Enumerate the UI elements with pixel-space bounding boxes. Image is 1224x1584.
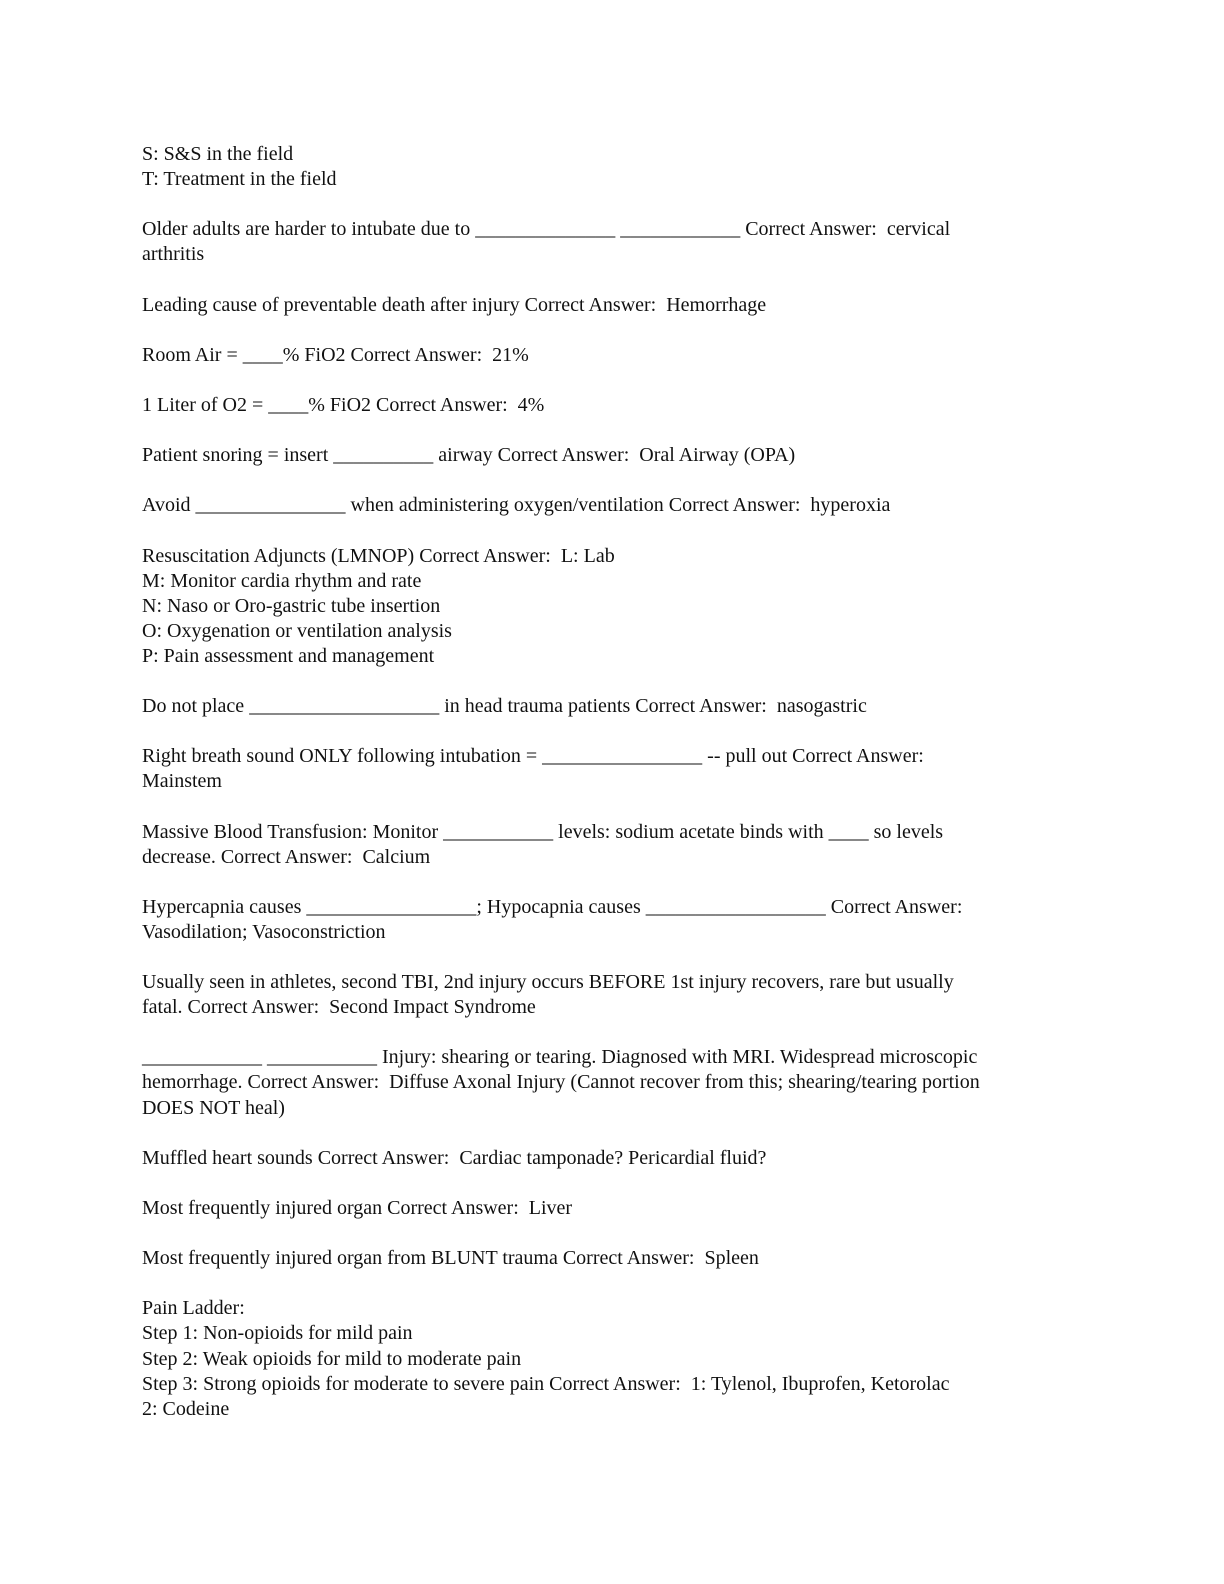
text-line: Room Air = ____% FiO2 Correct Answer: 21% [142,343,529,366]
text-line: Right breath sound ONLY following intubation = ________________ -- pull out Correct Answer: [142,745,924,768]
text-line: O: Oxygenation or ventilation analysis [142,619,452,642]
text-line: Mainstem [142,770,222,793]
text-line: Step 2: Weak opioids for mild to moderate pain [142,1347,522,1370]
text-line: Step 3: Strong opioids for moderate to severe pain Correct Answer: 1: Tylenol, Ibuprofen, Ketorolac [142,1372,950,1395]
text-line: P: Pain assessment and management [142,644,435,667]
study-card-paragraph [142,744,1072,794]
text-line: arthritis [142,243,205,266]
study-card-paragraph [142,343,1072,368]
study-card-paragraph [142,1146,1072,1171]
text-line: Do not place ___________________ in head trauma patients Correct Answer: nasogastric [142,695,867,718]
text-line: Older adults are harder to intubate due to ______________ ____________ Correct Answer: cervical [142,218,951,241]
text-line: Leading cause of preventable death after injury Correct Answer: Hemorrhage [142,293,767,316]
text-line: Massive Blood Transfusion: Monitor ___________ levels: sodium acetate binds with ____ so levels [142,820,944,843]
study-card-paragraph [142,970,1072,1020]
text-line: 1 Liter of O2 = ____% FiO2 Correct Answer: 4% [142,393,545,416]
study-card-paragraph [142,1196,1072,1221]
document-page [142,142,1072,1447]
study-card-paragraph [142,142,1072,192]
text-line: Resuscitation Adjuncts (LMNOP) Correct Answer: L: Lab [142,544,615,567]
study-card-paragraph [142,694,1072,719]
text-line: N: Naso or Oro-gastric tube insertion [142,594,441,617]
text-line: fatal. Correct Answer: Second Impact Syndrome [142,996,536,1019]
text-line: Avoid _______________ when administering oxygen/ventilation Correct Answer: hyperoxia [142,494,891,517]
study-card-paragraph [142,217,1072,267]
study-card-paragraph [142,1246,1072,1271]
text-line: decrease. Correct Answer: Calcium [142,845,431,868]
text-line: Vasodilation; Vasoconstriction [142,920,386,943]
study-card-paragraph [142,544,1072,669]
text-line: M: Monitor cardia rhythm and rate [142,569,422,592]
text-line: hemorrhage. Correct Answer: Diffuse Axonal Injury (Cannot recover from this; shearing/tearing portion [142,1071,980,1094]
study-card-paragraph [142,820,1072,870]
text-line: T: Treatment in the field [142,168,337,191]
text-line: 2: Codeine [142,1397,230,1420]
text-line: Usually seen in athletes, second TBI, 2nd injury occurs BEFORE 1st injury recovers, rare but usually [142,971,954,994]
text-line: Muffled heart sounds Correct Answer: Cardiac tamponade? Pericardial fluid? [142,1146,767,1169]
text-line: Step 1: Non-opioids for mild pain [142,1322,413,1345]
text-line: ____________ ___________ Injury: shearing or tearing. Diagnosed with MRI. Widespread microscopic [142,1046,978,1069]
text-line: S: S&S in the field [142,143,294,165]
study-card-paragraph [142,493,1072,518]
study-card-paragraph [142,293,1072,318]
text-line: Patient snoring = insert __________ airway Correct Answer: Oral Airway (OPA) [142,444,796,467]
study-card-paragraph [142,1045,1072,1120]
text-line: DOES NOT heal) [142,1096,285,1119]
study-card-paragraph [142,393,1072,418]
study-card-paragraph [142,895,1072,945]
study-card-paragraph [142,1296,1072,1421]
text-line: Pain Ladder: [142,1297,245,1320]
study-card-paragraph [142,443,1072,468]
text-line: Most frequently injured organ from BLUNT trauma Correct Answer: Spleen [142,1247,759,1270]
text-line: Hypercapnia causes _________________; Hypocapnia causes __________________ Correct Answer: [142,895,963,918]
text-line: Most frequently injured organ Correct Answer: Liver [142,1196,573,1219]
